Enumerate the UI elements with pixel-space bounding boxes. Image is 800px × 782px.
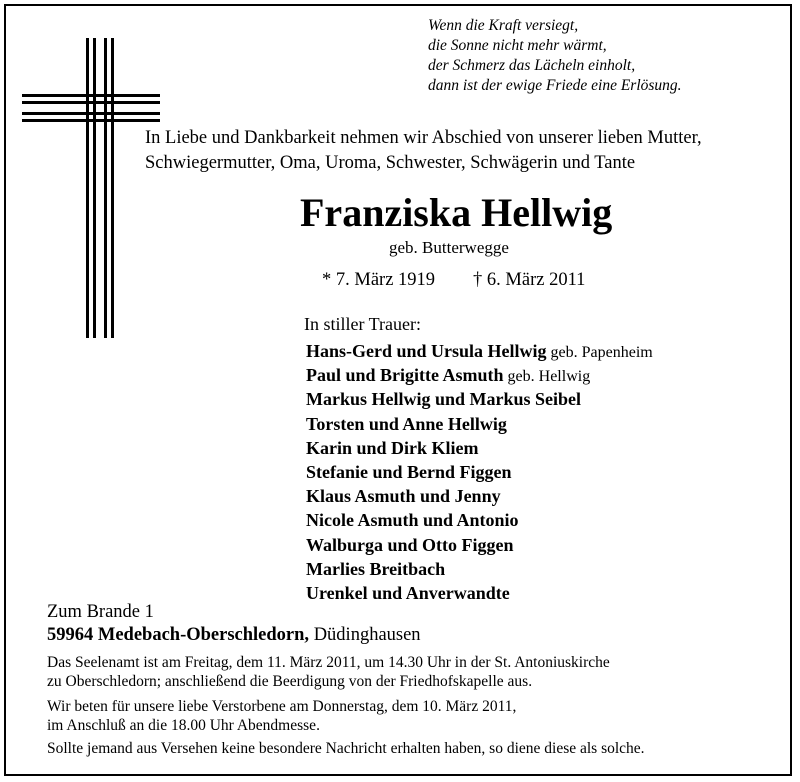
poem-line: der Schmerz das Lächeln einholt,: [428, 57, 636, 74]
intro-line: Schwiegermutter, Oma, Uroma, Schwester, Schwägerin und Tante: [145, 153, 636, 173]
mourner-name: Torsten und Anne Hellwig: [306, 413, 507, 434]
mourner-name: Walburga und Otto Figgen: [306, 534, 514, 555]
birth-date: * 7. März 1919: [322, 270, 436, 290]
notice-line: Wir beten für unsere liebe Verstorbene am Donnerstag, dem 10. März 2011,: [47, 698, 517, 715]
mourner-entry: [306, 339, 653, 363]
notice-line: Das Seelenamt ist am Freitag, dem 11. März 2011, um 14.30 Uhr in der St. Antoniuskirche: [47, 654, 610, 671]
address-city-bold: 59964 Medebach-Oberschledorn,: [47, 625, 310, 645]
address-city: [47, 624, 421, 646]
closing-notice: [47, 739, 645, 758]
notice-line: im Anschluß an die 18.00 Uhr Abendmesse.: [47, 717, 320, 734]
mourner-entry: [306, 387, 653, 411]
deceased-name: Franziska Hellwig: [300, 190, 613, 235]
mourner-entry: [306, 412, 653, 436]
requiem-notice: [47, 653, 610, 691]
mourner-entry: [306, 533, 653, 557]
mourner-entry: [306, 581, 653, 605]
mourner-name: Paul und Brigitte Asmuth: [306, 365, 504, 386]
poem-line: die Sonne nicht mehr wärmt,: [428, 37, 607, 54]
prayer-notice: [47, 697, 516, 735]
mourner-name: Urenkel und Anverwandte: [306, 582, 510, 603]
mourner-entry: [306, 557, 653, 581]
death-date: † 6. März 2011: [473, 270, 586, 290]
mourner-name: Hans-Gerd und Ursula Hellwig: [306, 341, 547, 361]
cross-icon: [22, 38, 160, 338]
mourner-entry: [306, 484, 653, 508]
birth-name: geb. Butterwegge: [389, 238, 509, 257]
mourner-suffix: geb. Papenheim: [546, 344, 653, 361]
mourner-entry: [306, 363, 653, 387]
mourner-name: Stefanie und Bernd Figgen: [306, 461, 512, 482]
mourner-suffix: geb. Hellwig: [503, 368, 591, 386]
address-city-rest: Düdinghausen: [309, 625, 421, 645]
mourner-entry: [306, 508, 653, 532]
mourners-list: [306, 339, 653, 605]
life-dates: [322, 268, 585, 292]
mourner-entry: [306, 436, 653, 460]
poem-line: dann ist der ewige Friede eine Erlösung.: [428, 77, 682, 94]
address-street: Zum Brande 1: [47, 602, 154, 622]
mourner-name: Nicole Asmuth und Antonio: [306, 510, 519, 531]
mourner-name: Klaus Asmuth und Jenny: [306, 486, 501, 507]
poem: [428, 16, 682, 96]
mourner-name: Marlies Breitbach: [306, 558, 446, 579]
mourning-intro: In stiller Trauer:: [304, 314, 421, 334]
intro-line: In Liebe und Dankbarkeit nehmen wir Abschied von unserer lieben Mutter,: [145, 128, 702, 148]
poem-line: Wenn die Kraft versiegt,: [428, 17, 579, 34]
notice-line: Sollte jemand aus Versehen keine besondere Nachricht erhalten haben, so diene diese als solche.: [47, 740, 645, 757]
mourner-name: Markus Hellwig und Markus Seibel: [306, 389, 582, 410]
notice-line: zu Oberschledorn; anschließend die Beerdigung von der Friedhofskapelle aus.: [47, 673, 533, 690]
intro-text: [145, 126, 702, 176]
mourner-name: Karin und Dirk Kliem: [306, 437, 479, 458]
mourner-entry: [306, 460, 653, 484]
